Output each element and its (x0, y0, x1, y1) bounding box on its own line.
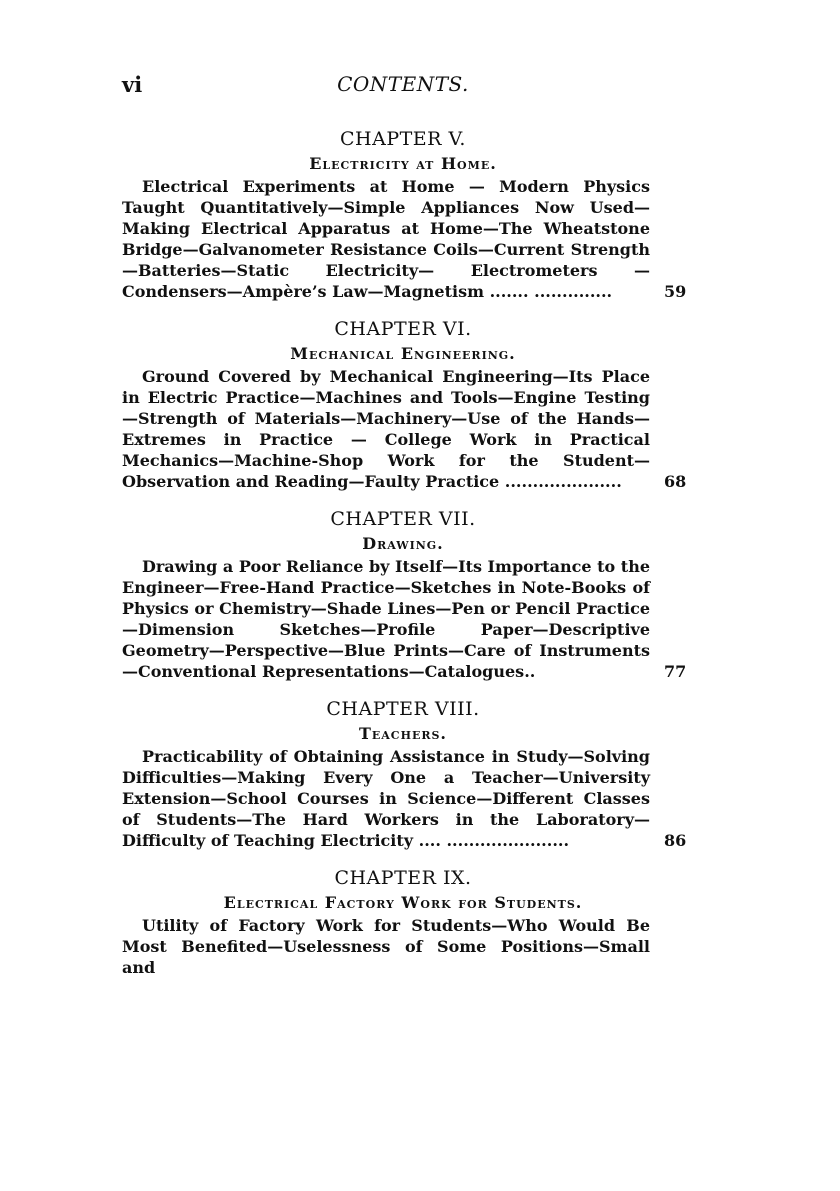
chapter-summary-text: Drawing a Poor Reliance by Itself—Its Importance to the Engineer—Free-Hand Practice—Sketches in Note-Books of Physics or Chemistry—Shade Lines—Pen or Pencil Practice—Dimension Sketches—Profile Paper—Descriptive Geometry—Perspective—Blue Prints—Care of Instruments—Conventional Representations—Catalogues.. (122, 557, 650, 681)
chapter-summary-text: Practicability of Obtaining Assistance in Study—Solving Difficulties—Making Every One a Teacher—University Extension—School Courses in Science—Different Classes of Students—The Hard Workers in the Laboratory—Difficulty of Teaching Electricity .... ...................... (122, 747, 650, 850)
chapter-entry (122, 316, 687, 492)
chapter-summary (122, 556, 687, 682)
page-number: vi (122, 72, 143, 97)
chapter-heading: CHAPTER VIII. (326, 698, 480, 720)
chapter-summary (122, 176, 687, 302)
chapter-entry (122, 696, 687, 851)
chapter-title: Mechanical Engineering. (290, 344, 516, 363)
chapter-heading: CHAPTER VII. (330, 508, 476, 530)
chapter-title: Electricity at Home. (309, 154, 497, 173)
chapter-page-number: 86 (664, 831, 687, 850)
chapter-heading: CHAPTER VI. (334, 318, 472, 340)
chapter-entry (122, 506, 687, 682)
running-head (122, 72, 684, 102)
chapter-summary (122, 746, 687, 851)
chapter-summary-text: Ground Covered by Mechanical Engineering—Its Place in Electric Practice—Machines and Tools—Engine Testing —Strength of Materials—Machinery—Use of the Hands—Extremes in Practice — College Work in Practical Mechanics—Machine-Shop Work for the Student— Observation and Reading—Faulty Practice ..................... (122, 367, 650, 491)
chapter-summary (122, 915, 684, 978)
chapter-entry (122, 126, 687, 302)
running-title: CONTENTS. (337, 72, 469, 96)
chapter-page-number: 68 (664, 472, 687, 491)
table-of-contents (122, 126, 687, 992)
chapter-title: Teachers. (358, 724, 447, 743)
chapter-summary-text: Electrical Experiments at Home — Modern Physics Taught Quantitatively—Simple Appliances Now Used—Making Electrical Apparatus at Home—The Wheatstone Bridge—Galvanometer Resistance Coils—Current Strength —Batteries—Static Electricity— Electrometers — Condensers—Ampère’s Law—Magnetism ....... .............. (122, 177, 650, 301)
chapter-page-number: 59 (664, 282, 687, 301)
chapter-summary (122, 366, 687, 492)
chapter-heading: CHAPTER IX. (334, 867, 472, 889)
chapter-heading: CHAPTER V. (340, 128, 466, 150)
chapter-title: Electrical Factory Work for Students. (223, 893, 583, 912)
chapter-title: Drawing. (362, 534, 444, 553)
chapter-summary-text: Utility of Factory Work for Students—Who Would Be Most Benefited—Uselessness of Some Positions—Small and (122, 916, 650, 977)
chapter-page-number: 77 (664, 662, 687, 681)
chapter-entry (122, 865, 684, 978)
